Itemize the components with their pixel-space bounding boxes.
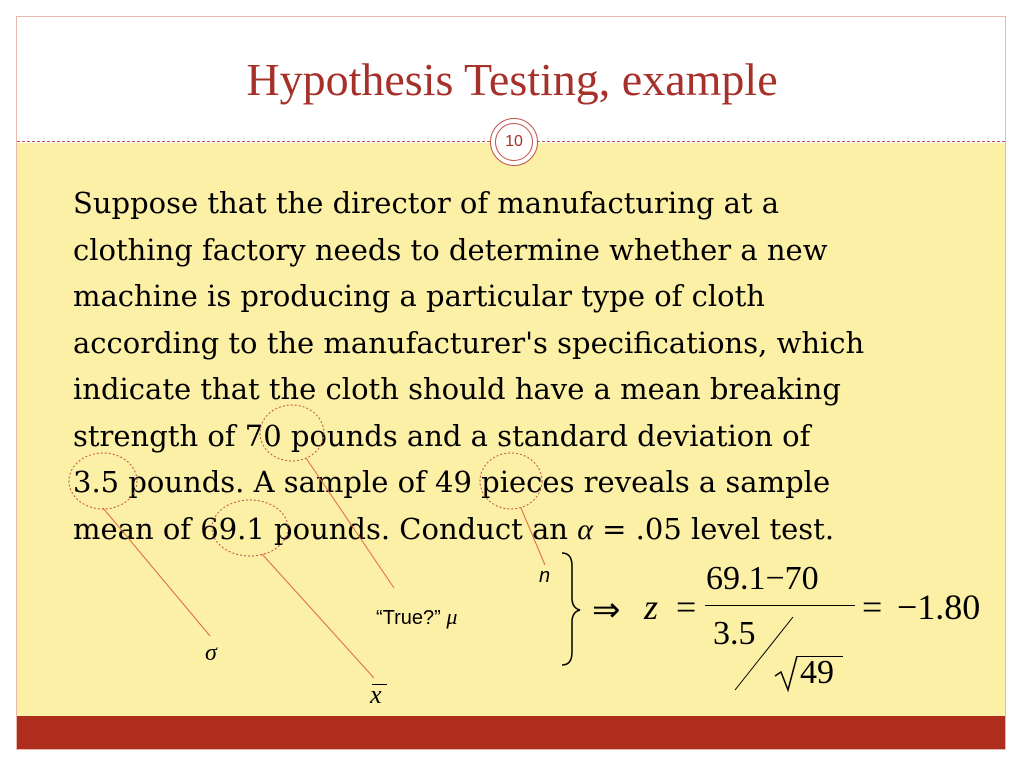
circle-70 — [260, 405, 324, 461]
formula-result: −1.80 — [897, 587, 981, 627]
formula-sigma-value: 3.5 — [713, 615, 756, 652]
pointer-sigma — [103, 508, 210, 636]
circle-3-5 — [69, 453, 137, 509]
last-line-text: mean of 69.1 pounds. Conduct an — [73, 511, 578, 546]
paragraph-line: according to the manufacturer's specifications, which — [73, 325, 865, 360]
paragraph-line: Suppose that the director of manufacturing at a — [73, 186, 780, 220]
pointer-xbar — [262, 554, 374, 678]
formula-sqrt-value: 49 — [800, 654, 834, 691]
mu-symbol: μ — [446, 604, 458, 629]
z-variable: z — [644, 587, 659, 627]
alpha-symbol: α — [577, 512, 593, 546]
implies-symbol: ⇒ — [592, 592, 621, 629]
equals-sign: = — [676, 587, 697, 627]
pointer-n — [521, 508, 545, 565]
paragraph-line: strength of 70 pounds and a standard deviation of — [73, 418, 811, 453]
last-line-end: = .05 level test. — [592, 511, 835, 546]
fraction-bar — [705, 605, 855, 606]
paragraph-line: clothing factory needs to determine whether a new — [73, 232, 828, 267]
circle-49 — [480, 453, 542, 509]
slide-title: Hypothesis Testing, example — [246, 54, 778, 105]
curly-brace — [562, 553, 580, 665]
pointer-mu — [306, 458, 394, 588]
paragraph-line: machine is producing a particular type of cloth — [73, 279, 765, 313]
sigma-symbol: σ — [205, 640, 217, 666]
paragraph-line: 3.5 pounds. A sample of 49 pieces reveals a sample — [73, 465, 831, 499]
xbar-symbol: x — [370, 680, 382, 709]
n-label: n — [539, 565, 551, 587]
page-number: 10 — [495, 123, 533, 161]
true-label: “True?” — [376, 607, 447, 629]
sqrt-sign — [775, 656, 797, 690]
equals-sign-2: = — [862, 587, 883, 627]
paragraph-line: indicate that the cloth should have a mean breaking — [73, 372, 841, 406]
formula-numerator: 69.1−70 — [706, 560, 819, 597]
true-mu-label — [376, 604, 457, 630]
circle-69-1 — [212, 500, 288, 556]
